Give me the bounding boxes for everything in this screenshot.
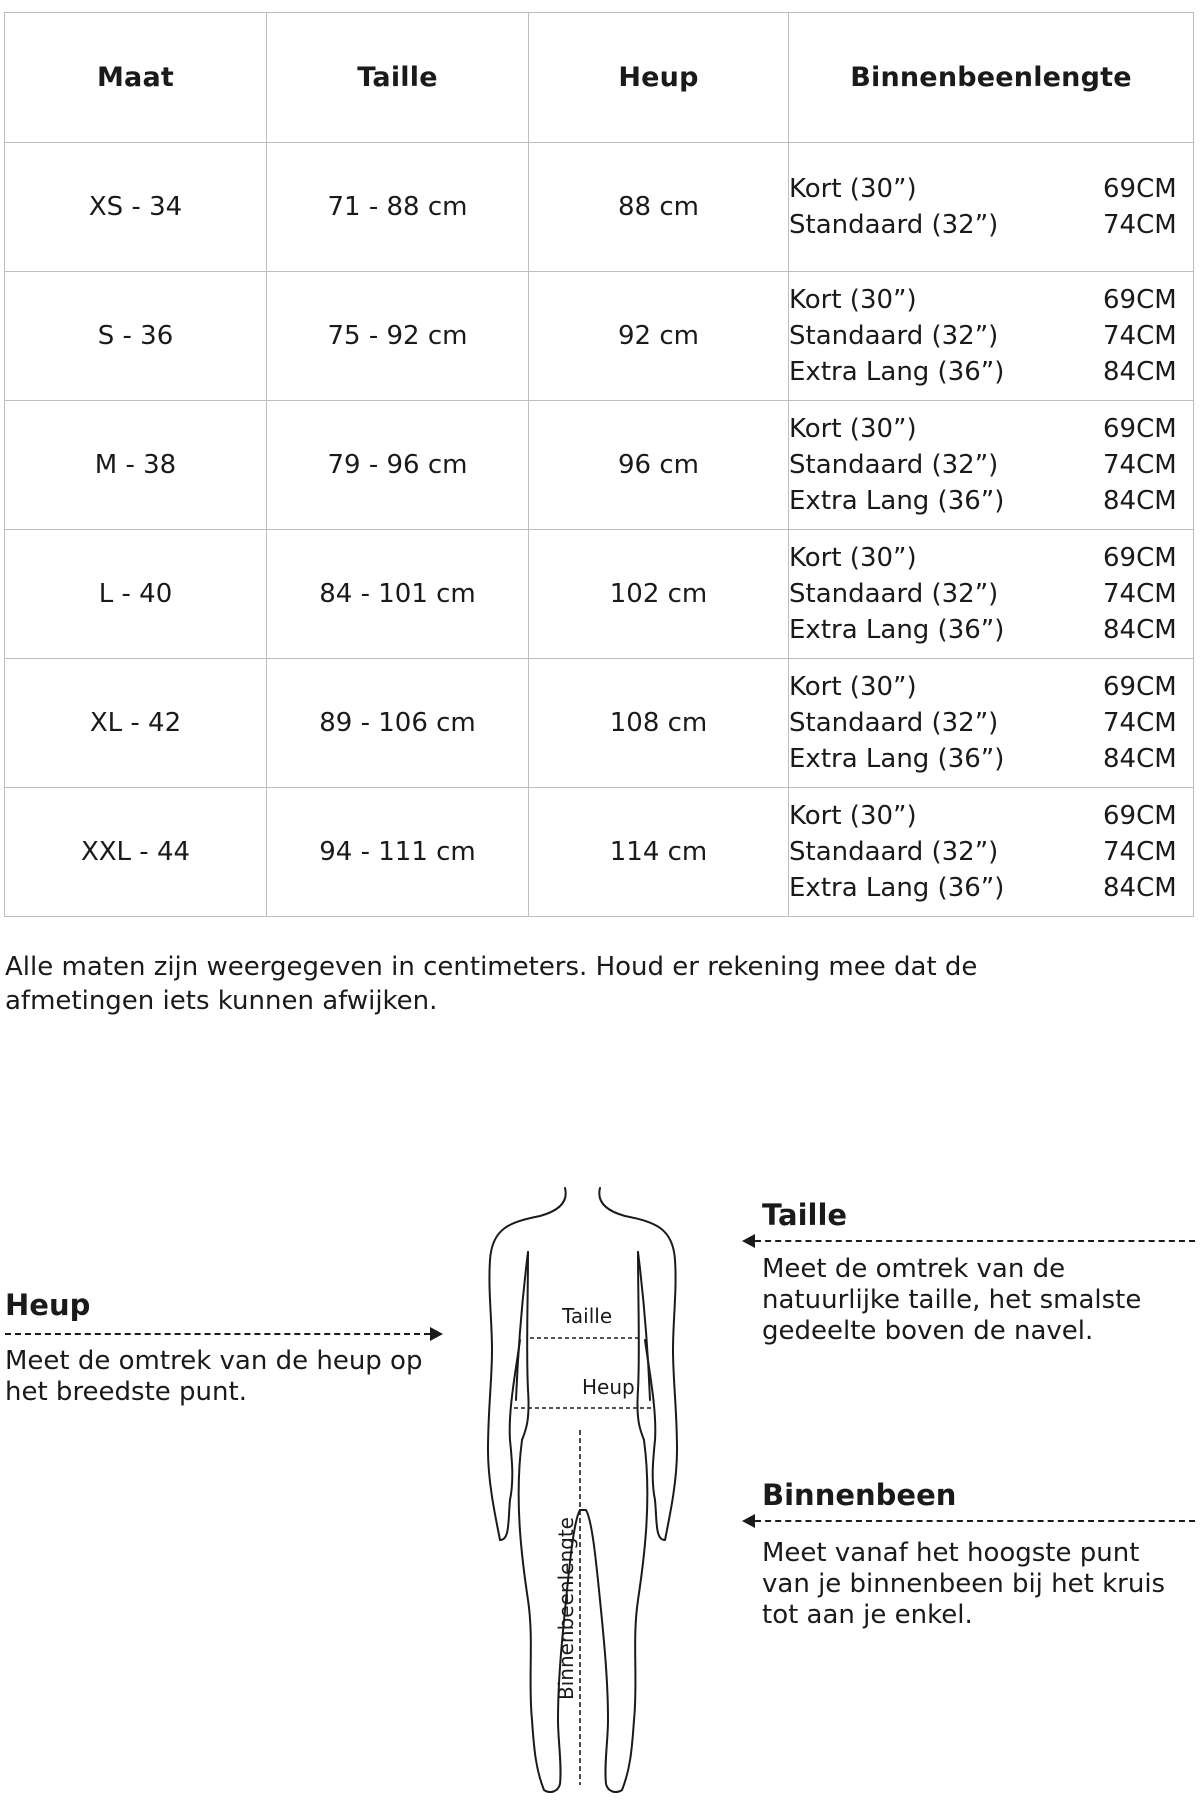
hip-dashed-line bbox=[5, 1333, 430, 1335]
inseam-option-label: Kort (30”) bbox=[789, 672, 917, 702]
cell-size: XL - 42 bbox=[5, 659, 267, 788]
cell-hip: 88 cm bbox=[529, 143, 789, 272]
cell-size: L - 40 bbox=[5, 530, 267, 659]
inseam-option bbox=[789, 282, 1193, 318]
measurement-note: Alle maten zijn weergegeven in centimeters. Houd er rekening mee dat de afmetingen iets kunnen afwijken. bbox=[5, 952, 978, 1016]
cell-inseam bbox=[789, 143, 1194, 272]
table-row bbox=[5, 272, 1194, 401]
inseam-option-length: 69CM bbox=[1103, 174, 1177, 204]
inseam-option-label: Standaard (32”) bbox=[789, 321, 999, 351]
inseam-option-length: 69CM bbox=[1103, 801, 1177, 831]
inseam-option-length: 84CM bbox=[1103, 744, 1177, 774]
header-waist: Taille bbox=[267, 13, 529, 143]
inseam-dashed-line bbox=[755, 1520, 1195, 1522]
inseam-option-length: 84CM bbox=[1103, 615, 1177, 645]
cell-inseam bbox=[789, 530, 1194, 659]
cell-hip: 92 cm bbox=[529, 272, 789, 401]
inseam-callout-text: Meet vanaf het hoogste punt van je binnenbeen bij het kruis tot aan je enkel. bbox=[762, 1538, 1166, 1630]
inseam-option-length: 74CM bbox=[1103, 450, 1177, 480]
cell-inseam bbox=[789, 788, 1194, 917]
size-chart-table bbox=[4, 12, 1194, 917]
inseam-option-length: 69CM bbox=[1103, 672, 1177, 702]
inseam-option-label: Standaard (32”) bbox=[789, 450, 999, 480]
cell-waist: 79 - 96 cm bbox=[267, 401, 529, 530]
hip-callout-text: Meet de omtrek van de heup op het breedste punt. bbox=[5, 1346, 423, 1407]
cell-inseam bbox=[789, 272, 1194, 401]
table-header-row bbox=[5, 13, 1194, 143]
inseam-option bbox=[789, 171, 1193, 207]
inseam-option bbox=[789, 540, 1193, 576]
table-row bbox=[5, 788, 1194, 917]
inseam-option-length: 84CM bbox=[1103, 486, 1177, 516]
inseam-option-label: Kort (30”) bbox=[789, 801, 917, 831]
waist-dashed-line bbox=[755, 1240, 1195, 1242]
hip-callout-title: Heup bbox=[5, 1288, 91, 1322]
cell-waist: 84 - 101 cm bbox=[267, 530, 529, 659]
inseam-option-length: 74CM bbox=[1103, 321, 1177, 351]
cell-waist: 71 - 88 cm bbox=[267, 143, 529, 272]
inseam-option-label: Extra Lang (36”) bbox=[789, 615, 1005, 645]
inseam-option-length: 74CM bbox=[1103, 837, 1177, 867]
figure-label-waist: Taille bbox=[562, 1304, 613, 1328]
cell-size: XS - 34 bbox=[5, 143, 267, 272]
table-row bbox=[5, 530, 1194, 659]
cell-size: XXL - 44 bbox=[5, 788, 267, 917]
waist-callout bbox=[762, 1198, 1192, 1232]
waist-callout-title: Taille bbox=[762, 1198, 848, 1232]
inseam-option bbox=[789, 411, 1193, 447]
inseam-option-label: Standaard (32”) bbox=[789, 579, 999, 609]
inseam-option-length: 84CM bbox=[1103, 357, 1177, 387]
inseam-option-label: Standaard (32”) bbox=[789, 210, 999, 240]
inseam-option bbox=[789, 669, 1193, 705]
arrow-left-icon bbox=[742, 1234, 755, 1248]
inseam-option bbox=[789, 447, 1193, 483]
arm-left-inner bbox=[516, 1252, 528, 1400]
leg-right-outline bbox=[580, 1440, 647, 1792]
inseam-option bbox=[789, 483, 1193, 519]
inseam-option-label: Standaard (32”) bbox=[789, 837, 999, 867]
inseam-option-length: 84CM bbox=[1103, 873, 1177, 903]
table-row bbox=[5, 401, 1194, 530]
inseam-option-label: Kort (30”) bbox=[789, 174, 917, 204]
cell-waist: 89 - 106 cm bbox=[267, 659, 529, 788]
cell-waist: 75 - 92 cm bbox=[267, 272, 529, 401]
waist-callout-body bbox=[762, 1254, 1192, 1347]
arm-right-inner bbox=[638, 1252, 650, 1400]
inseam-option bbox=[789, 354, 1193, 390]
inseam-option bbox=[789, 834, 1193, 870]
inseam-callout-title: Binnenbeen bbox=[762, 1478, 957, 1512]
inseam-option-label: Extra Lang (36”) bbox=[789, 873, 1005, 903]
figure-label-inseam: Binnenbeenlengte bbox=[554, 1517, 578, 1700]
inseam-option bbox=[789, 705, 1193, 741]
inseam-option-label: Kort (30”) bbox=[789, 543, 917, 573]
inseam-option-length: 74CM bbox=[1103, 708, 1177, 738]
inseam-option-length: 69CM bbox=[1103, 414, 1177, 444]
table-row bbox=[5, 659, 1194, 788]
cell-size: M - 38 bbox=[5, 401, 267, 530]
header-inseam: Binnenbeenlengte bbox=[789, 13, 1194, 143]
inseam-option-label: Extra Lang (36”) bbox=[789, 357, 1005, 387]
inseam-option bbox=[789, 612, 1193, 648]
inseam-option-length: 69CM bbox=[1103, 543, 1177, 573]
header-size: Maat bbox=[5, 13, 267, 143]
inseam-option-length: 74CM bbox=[1103, 579, 1177, 609]
inseam-option bbox=[789, 576, 1193, 612]
inseam-option-label: Kort (30”) bbox=[789, 285, 917, 315]
inseam-option bbox=[789, 207, 1193, 243]
table-body bbox=[5, 143, 1194, 917]
hip-callout-body bbox=[5, 1346, 425, 1408]
cell-size: S - 36 bbox=[5, 272, 267, 401]
cell-hip: 102 cm bbox=[529, 530, 789, 659]
inseam-option-length: 69CM bbox=[1103, 285, 1177, 315]
arrow-left-icon bbox=[742, 1514, 755, 1528]
inseam-option-label: Standaard (32”) bbox=[789, 708, 999, 738]
body-outline-figure bbox=[470, 1180, 700, 1800]
inseam-option-label: Extra Lang (36”) bbox=[789, 486, 1005, 516]
cell-inseam bbox=[789, 401, 1194, 530]
inseam-callout bbox=[762, 1478, 1192, 1512]
figure-label-hip: Heup bbox=[582, 1375, 635, 1399]
arrow-right-icon bbox=[430, 1327, 443, 1341]
cell-hip: 114 cm bbox=[529, 788, 789, 917]
hip-callout bbox=[5, 1288, 445, 1322]
cell-hip: 96 cm bbox=[529, 401, 789, 530]
header-hip: Heup bbox=[529, 13, 789, 143]
inseam-option bbox=[789, 870, 1193, 906]
cell-waist: 94 - 111 cm bbox=[267, 788, 529, 917]
inseam-option-length: 74CM bbox=[1103, 210, 1177, 240]
cell-inseam bbox=[789, 659, 1194, 788]
inseam-option bbox=[789, 798, 1193, 834]
waist-callout-text: Meet de omtrek van de natuurlijke taille, het smalste gedeelte boven de navel. bbox=[762, 1254, 1142, 1346]
cell-hip: 108 cm bbox=[529, 659, 789, 788]
inseam-option bbox=[789, 741, 1193, 777]
inseam-option bbox=[789, 318, 1193, 354]
table-row bbox=[5, 143, 1194, 272]
inseam-option-label: Kort (30”) bbox=[789, 414, 917, 444]
inseam-callout-body bbox=[762, 1538, 1192, 1631]
inseam-option-label: Extra Lang (36”) bbox=[789, 744, 1005, 774]
